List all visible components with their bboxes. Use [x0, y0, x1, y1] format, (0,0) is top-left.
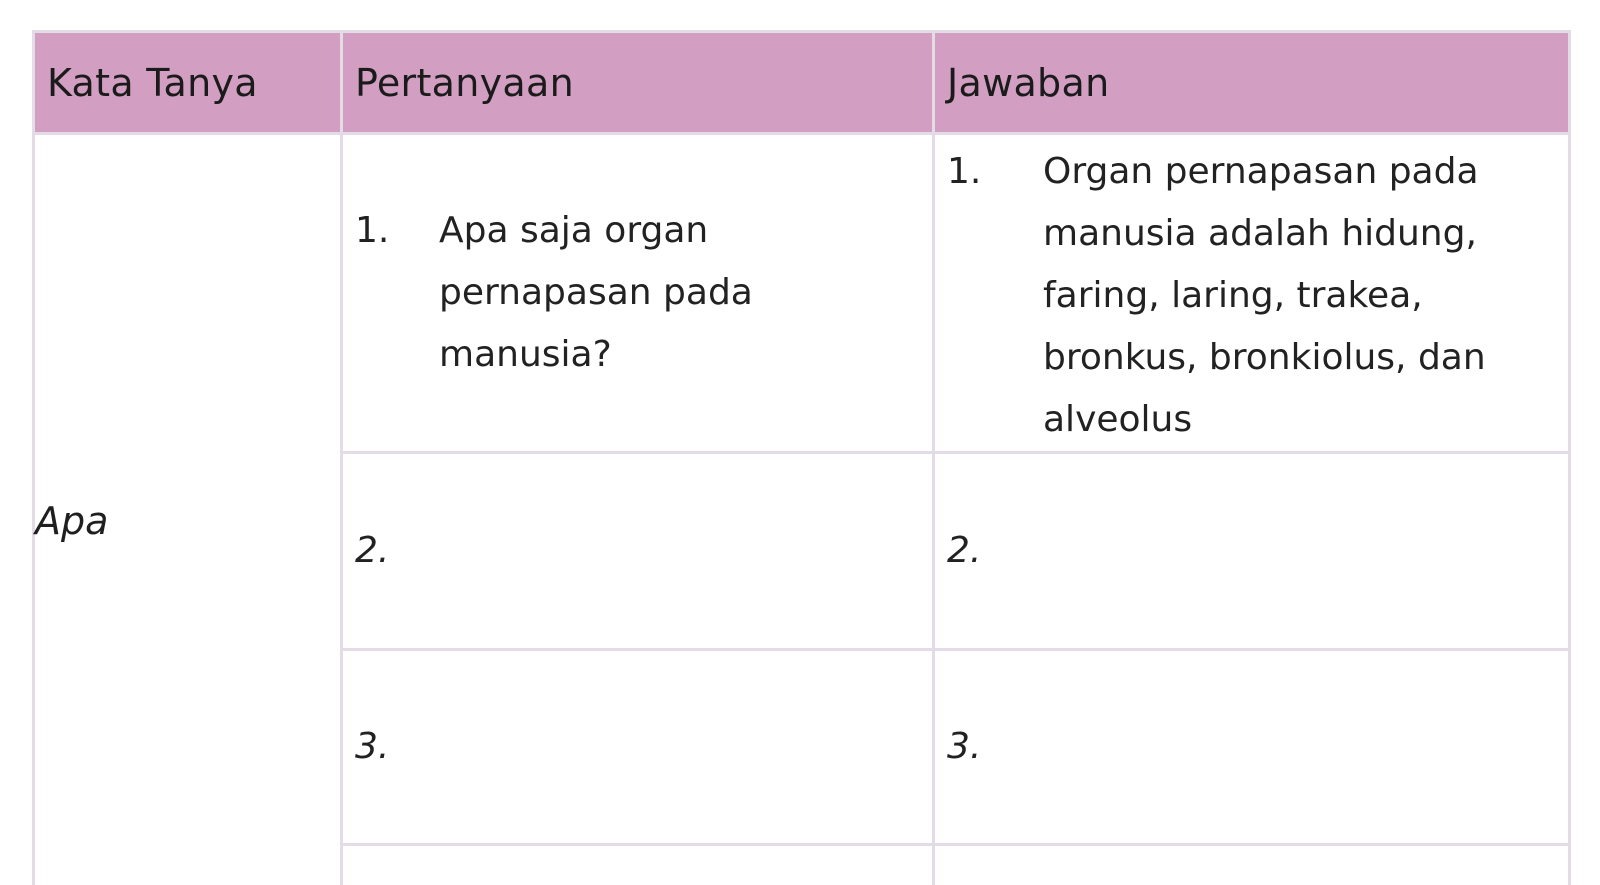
- header-jawaban: Jawaban: [934, 32, 1570, 134]
- header-kata-tanya: Kata Tanya: [34, 32, 342, 134]
- question-text: Apa saja organ pernapasan pada manusia?: [439, 210, 753, 375]
- answer-number: 1.: [947, 151, 982, 192]
- question-cell[interactable]: [342, 453, 934, 650]
- question-cell[interactable]: [342, 650, 934, 845]
- question-number: 3.: [355, 726, 390, 767]
- answer-number: 3.: [947, 726, 982, 767]
- question-number: 2.: [355, 530, 390, 571]
- table-row: [34, 134, 1570, 453]
- question-cell[interactable]: [342, 845, 934, 885]
- answer-cell[interactable]: [934, 453, 1570, 650]
- answer-cell[interactable]: [934, 845, 1570, 885]
- answer-number: 2.: [947, 530, 982, 571]
- keyword-cell: Apa: [34, 134, 342, 885]
- answer-cell[interactable]: [934, 134, 1570, 453]
- question-number: 1.: [355, 210, 390, 251]
- answer-text: Organ pernapasan pada manusia adalah hidung, faring, laring, trakea, bronkus, bronkiolus, dan alveolus: [1043, 151, 1486, 440]
- table-header-row: [34, 32, 1570, 134]
- question-answer-table: [32, 30, 1571, 885]
- question-cell[interactable]: [342, 134, 934, 453]
- header-pertanyaan: Pertanyaan: [342, 32, 934, 134]
- answer-cell[interactable]: [934, 650, 1570, 845]
